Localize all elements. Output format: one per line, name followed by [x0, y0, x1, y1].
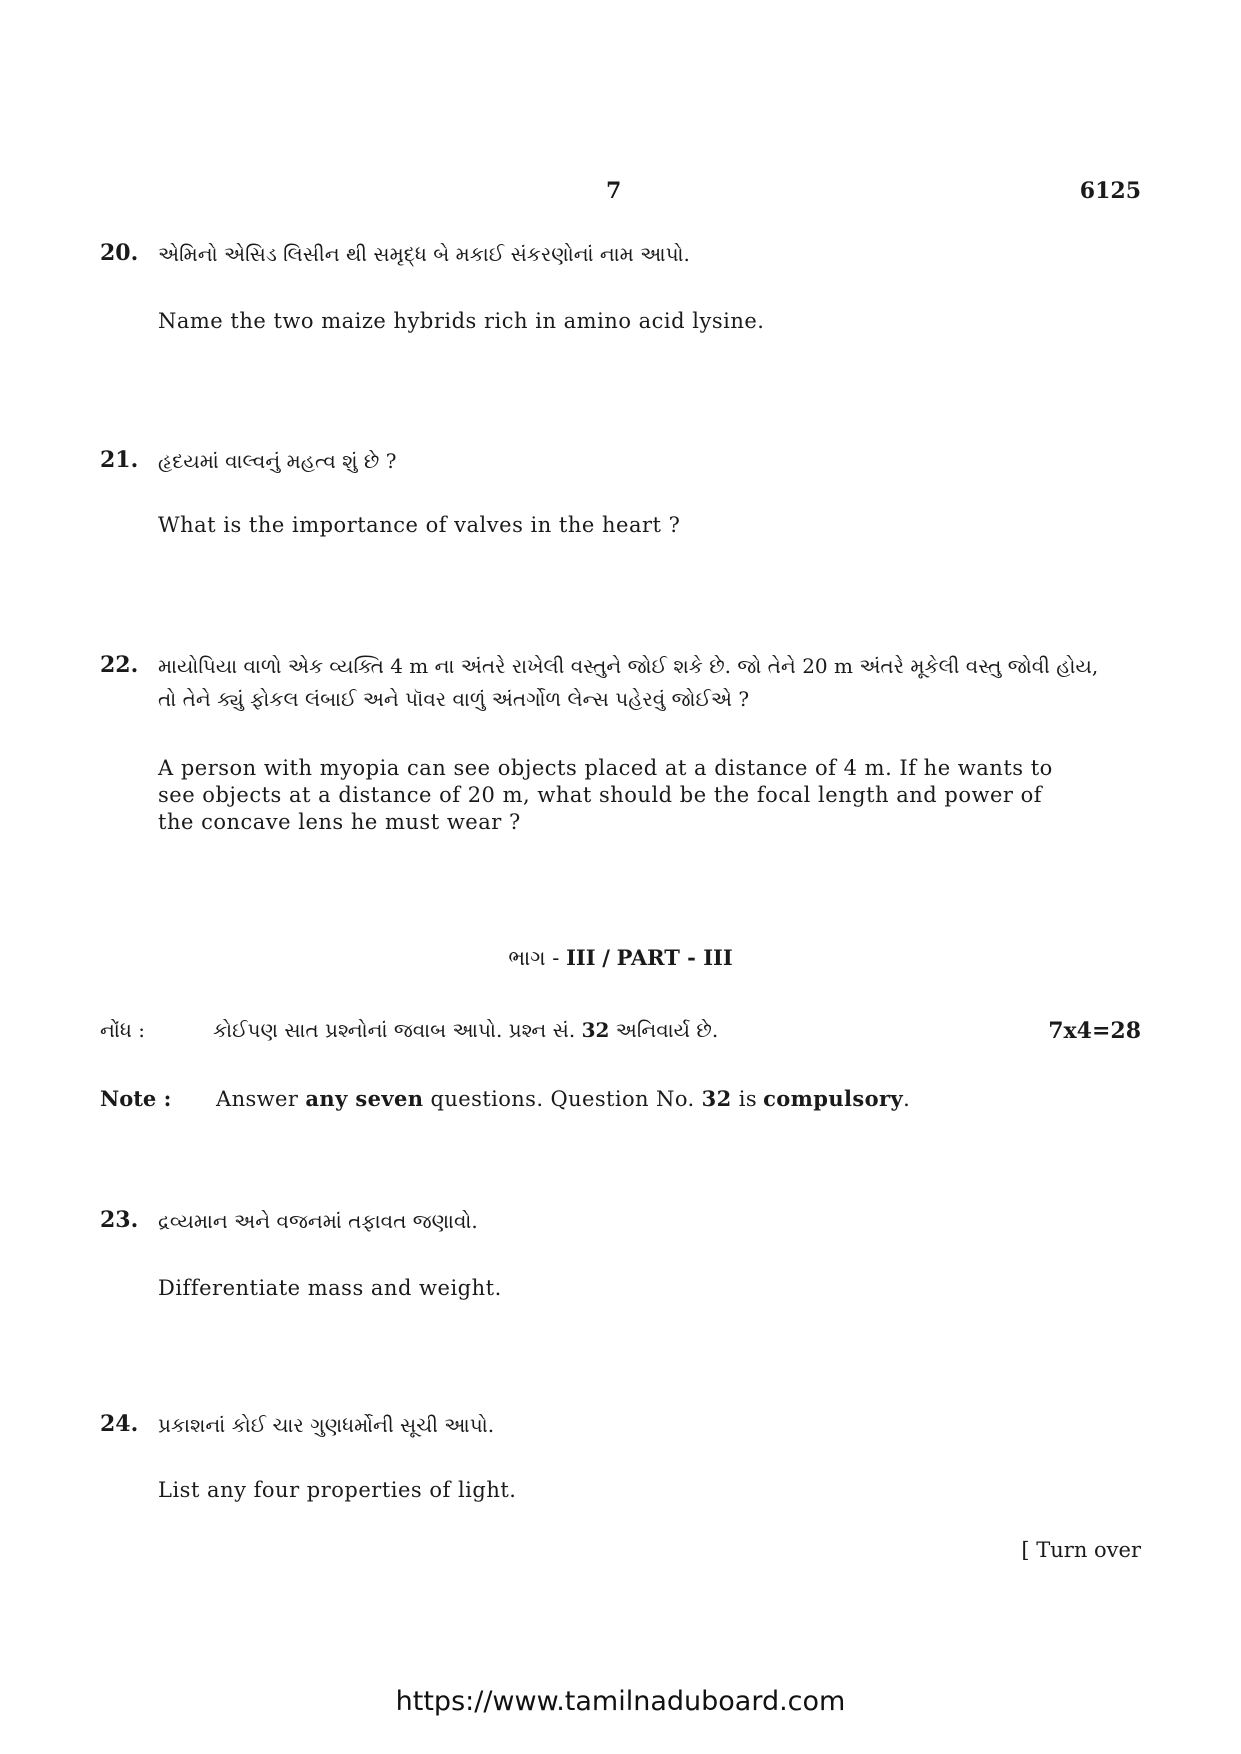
- note-text: [216, 1086, 910, 1111]
- question-24-english: List any four properties of light.: [158, 1478, 517, 1502]
- note-gujarati-question-number: 32: [581, 1018, 610, 1042]
- note-bold-compulsory: compulsory: [763, 1086, 904, 1111]
- question-23-gujarati: દ્રવ્યમાન અને વજનમાં તફાવત જણાવો.: [158, 1209, 478, 1233]
- note-text-3: is: [738, 1087, 758, 1111]
- note-gujarati-text-b: અનિવાર્ય છે.: [615, 1018, 719, 1042]
- note-bold-question-number: 32: [701, 1086, 732, 1111]
- question-22-english-line-2: see objects at a distance of 20 m, what should be the focal length and power of: [158, 783, 1043, 807]
- question-number-22: 22.: [100, 652, 139, 678]
- question-20-gujarati: એમિનો એસિડ લિસીન થી સમૃદ્ધ બે મકાઈ સંકરણોનાં નામ આપો.: [158, 242, 690, 266]
- part-gujarati: ભાગ -: [508, 946, 560, 970]
- note-gujarati-text-a: કોઈપણ સાત પ્રશ્નોનાં જવાબ આપો. પ્રશ્ન સં.: [213, 1018, 576, 1042]
- page-number: 7: [606, 178, 622, 204]
- question-24-gujarati: પ્રકાશનાં કોઈ ચાર ગુણધર્મોની સૂચી આપો.: [158, 1413, 495, 1437]
- turn-over-label: [ Turn over: [1021, 1538, 1141, 1562]
- marks-allocation: 7x4=28: [1048, 1018, 1141, 1044]
- note-text-1: Answer: [216, 1087, 299, 1111]
- paper-code: 6125: [1079, 178, 1141, 204]
- question-22-english-line-1: A person with myopia can see objects placed at a distance of 4 m. If he wants to: [158, 756, 1053, 780]
- part-heading: [0, 945, 1241, 971]
- question-20-english: Name the two maize hybrids rich in amino acid lysine.: [158, 309, 765, 333]
- question-number-23: 23.: [100, 1207, 139, 1233]
- question-22-gujarati-line-2: તો તેને ક્યું ફોકલ લંબાઈ અને પૉવર વાળું અંતર્ગોળ લેન્સ પહેરવું જોઈએ ?: [158, 687, 750, 711]
- note-label-gujarati: નોંધ :: [100, 1018, 145, 1042]
- note-text-gujarati: [213, 1018, 718, 1042]
- footer-url[interactable]: https://www.tamilnaduboard.com: [395, 1686, 846, 1717]
- note-label: Note :: [100, 1086, 172, 1111]
- part-separator: /: [602, 945, 610, 970]
- question-number-24: 24.: [100, 1411, 139, 1437]
- note-text-2: questions. Question No.: [430, 1087, 695, 1111]
- question-21-english: What is the importance of valves in the heart ?: [158, 513, 681, 537]
- question-22-gujarati-line-1: માયોપિયા વાળો એક વ્યક્તિ 4 m ના અંતરે રાખેલી વસ્તુને જોઈ શકે છે. જો તેને 20 m અંતરે મૂકેલી વસ્તુ જોવી હોય,: [158, 654, 1099, 678]
- question-number-21: 21.: [100, 447, 139, 473]
- part-roman: III: [566, 945, 596, 970]
- question-23-english: Differentiate mass and weight.: [158, 1276, 502, 1300]
- part-label: PART - III: [616, 945, 733, 970]
- question-22-english-line-3: the concave lens he must wear ?: [158, 810, 521, 834]
- question-number-20: 20.: [100, 240, 139, 266]
- question-21-gujarati: હૃદયમાં વાલ્વનું મહત્વ શું છે ?: [158, 449, 397, 473]
- note-text-4: .: [903, 1087, 911, 1111]
- note-bold-any-seven: any seven: [305, 1086, 424, 1111]
